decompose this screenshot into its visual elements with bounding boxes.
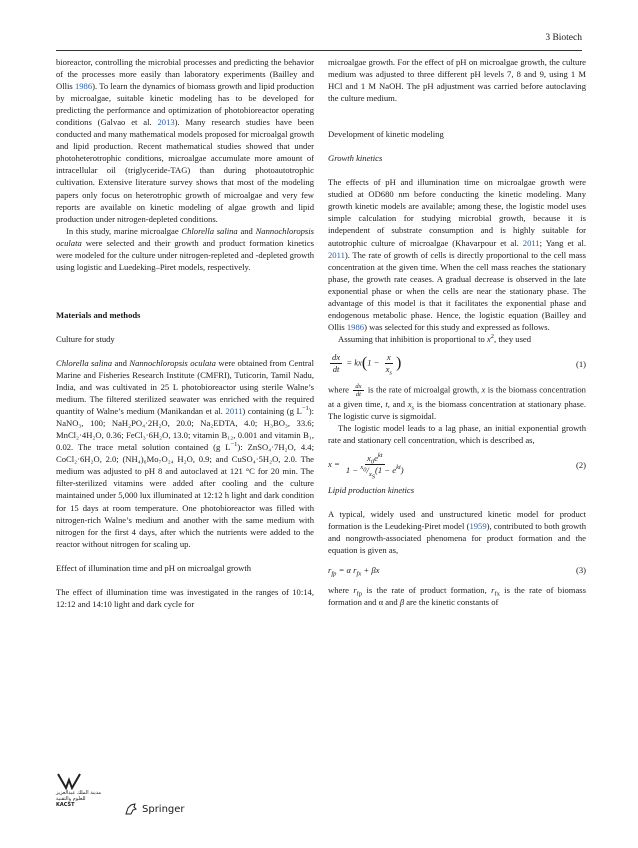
lipid-paragraph: A typical, widely used and unstructured kinetic model for product formation is the Leudeking-Piret model (1959), contributed to both growth and nongrowth-associated phenomena for product formation and the equation is given as, xyxy=(328,509,586,556)
footer-logos xyxy=(56,772,185,820)
citation-link[interactable]: 2011 xyxy=(522,237,540,248)
kacst-logo: مدينة الملك عبدالعزيز للعلوم والتقنية KACST xyxy=(56,772,114,820)
journal-running-head: 3 Biotech xyxy=(545,33,582,43)
effect-paragraph: The effect of illumination time was investigated in the ranges of 10:14, 12:12 and 14:10 light and dark cycle for xyxy=(56,586,314,609)
citation-link[interactable]: 2011 xyxy=(225,406,243,417)
equation-number: (2) xyxy=(575,460,586,471)
intro-paragraph: bioreactor, controlling the microbial processes and predicting the behavior of the processes more easily than laboratory experiments (Bailley and Ollis 1986). To learn the dynamics of biomass growth and lipid production by microalgae, suitable kinetic modeling has to be developed for predicting the performance and optimization of photobioreactor operating conditions (Galvao et al. 2013). Many research studies have been conducted and many mathematical models proposed for microalgal growth and lipid production. Recent mathematical studies showed that under photoheterotrophic conditions, microalgae accumulate more amount of intracellular oil (triglyceride-TAG) than during photoautotrophic cultivation. Extensive literature survey shows that most of the modeling papers only focus on heterotrophic growth of microalgae and very few reports are available on kinetic modeling of algae growth and lipid production under nitrogen-depleted conditions. xyxy=(56,57,314,224)
section-heading-methods: Materials and methods xyxy=(56,309,141,320)
springer-horse-icon xyxy=(124,802,138,816)
product-paragraph: where $r_{fp}$ is the rate of product formation, $r_{fx}$ is the rate of biomass formation and α and β are the kinetic constants of xyxy=(328,585,586,608)
right-column xyxy=(328,56,586,608)
citation-link[interactable]: 1986 xyxy=(346,321,365,332)
subsection-heading-growth: Growth kinetics xyxy=(328,153,383,164)
equation-1: $\frac{dx}{dt}$ = kx(1 − $\frac{x}{x_s}$ ) (1) xyxy=(332,352,586,378)
growth-paragraph: The effects of pH and illumination time on microalgae growth were studied at OD680 nm before conducting the kinetic modeling. Many growth kinetic models are available; among these, the logistic model uses simple calculation for studying microbial growth, because it is independent of substrate consumption and is highly suitable for autotrophic culture of microalgae (Khavarpour et al. 2011; Yang et al. 2011). The rate of growth of cells is directly proportional to the cell mass concentration at the given time. When the cell mass reaches the stationary phase, the growth rate ceases. A gradual decrease is observed in the late exponential phase or when the cells are near the stationary phase. The advantage of this model is that it facilitates the exponential phase and endogenous metabolic phase. Hence, the logistic equation (Bailley and Ollis 1986) was selected for this study and expressed as follows. xyxy=(328,177,587,332)
culture-paragraph: Chlorella salina and Nannochloropsis oculata were obtained from Central Marine and Fisheries Research Institute (CMFRI), Tuticorin, Tamil Nadu, India, and was cultivated in 25 L photobioreactor using sterile Walne’s medium. The filtered sterilized seawater was enriched with the required quantity of Walne’s medium (Manikandan et al. 2011) containing (g $L^{-1}$): NaNO₃, 100; NaH₂PO₄·2H₂O, 20.0; Na₂EDTA, 4.0; H₃BO₃, 33.6; MnCl₂·4H₂O, 0.36; FeCl₃·6H₂O, 13.0; vitamin B₁₂, 0.001 and vitamin B₁, 0.02. The trace metal solution contained (g $L^{-1}$): ZnSO₄·7H₂O, 4.4; CoCl₂·6H₂O, 2.0; (NH₄)₆Mo₇O₂₄ H₂O, 0.9; and CuSO₄·5H₂O, 2.0. The medium was adjusted to pH 8 and autoclaved at 121 °C for 20 min. The filter-sterilized vitamins were added after cooling and the culture maintained under 5,000 lux illuminated at 12:12 h light and dark condition for 15 days at room temperature. One photobioreactor was filled with nitrogen-rich Walne’s medium and another with the same medium with nitrogen for the first 4 days, after which the nutrients were added to the reactor without nitrogen for scaling up. xyxy=(56,357,314,549)
citation-link[interactable]: 2011 xyxy=(328,249,345,260)
subsection-heading-culture: Culture for study xyxy=(56,333,115,344)
springer-logo: Springer xyxy=(124,802,185,816)
where-paragraph: where $\frac{dx}{dt}$ is the rate of microalgal growth, x is the biomass concentration at a given time, t, and $x_s$ is the biomass concentration at stationary phase. The logistic curve is sigmoidal. xyxy=(328,382,586,421)
section-heading-kinetic: Development of kinetic modeling xyxy=(328,129,444,140)
equation-2: x = $\frac{x_0e^{kt}}{1 - ^{x_0}/_{x_S}(1 - e^{kt})}$ (2) xyxy=(328,452,586,481)
logistic-paragraph: The logistic model leads to a lag phase, an initial exponential growth rate and stationary cell concentration, which is described as, xyxy=(328,423,586,446)
subsection-heading-lipid: Lipid production kinetics xyxy=(328,485,415,496)
kacst-emblem-icon xyxy=(56,772,82,790)
citation-link[interactable]: 1959 xyxy=(469,521,487,532)
subsection-heading-effect: Effect of illumination time and pH on microalgal growth xyxy=(56,562,252,573)
assumption-paragraph: Assuming that inhibition is proportional to $x^2$, they used xyxy=(338,333,532,344)
equation-number: (1) xyxy=(575,358,586,369)
citation-link[interactable]: 1986 xyxy=(74,81,93,92)
citation-link[interactable]: 2013 xyxy=(157,117,175,128)
ph-paragraph: microalgae growth. For the effect of pH on microalgae growth, the culture medium was adjusted to three different pH levels 7, 8 and 9, using 1 M HCl and 1 M NaOH. The pH adjustment was carried before autoclaving the culture medium. xyxy=(328,57,586,104)
equation-number: (3) xyxy=(575,565,586,576)
header-rule xyxy=(56,50,582,51)
equation-3: $r_{fp} = \alpha$ $r_{fx} + \beta x$ (3) xyxy=(328,565,586,579)
left-column xyxy=(56,56,314,610)
study-paragraph: In this study, marine microalgae Chlorella salina and Nannochloropsis oculata were selected and their growth and product formation kinetics were modeled for the culture under nitrogen-repleted and -depleted growth using logistic and Luedeking–Piret models, respectively. xyxy=(56,225,314,272)
